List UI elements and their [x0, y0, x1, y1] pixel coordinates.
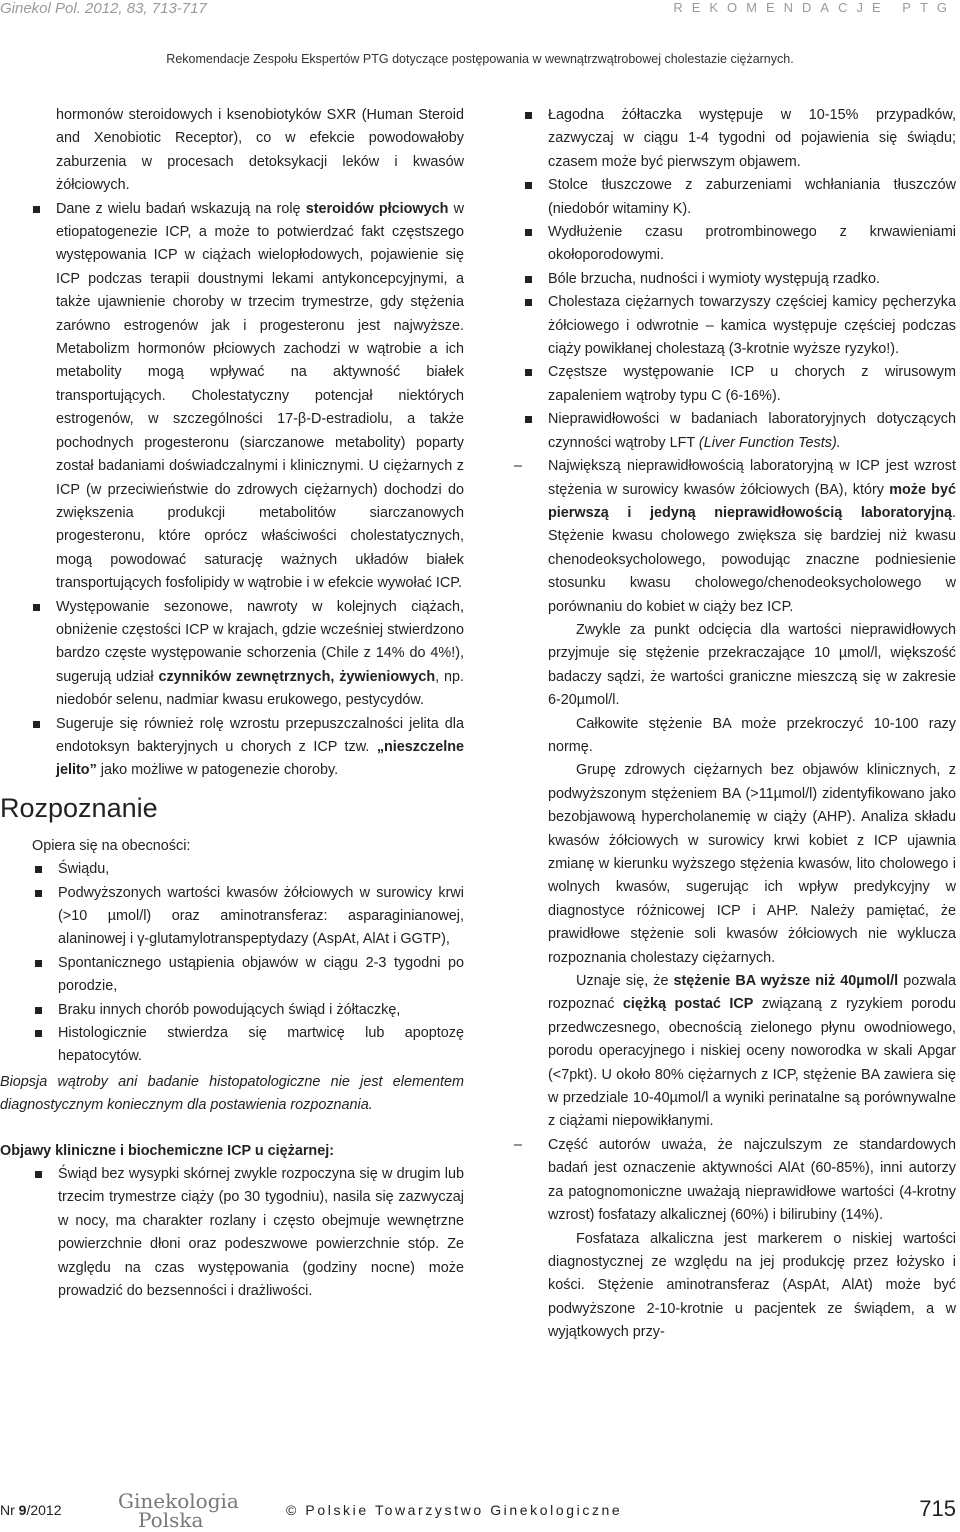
left-column	[0, 104, 464, 1304]
list-item: Histologicznie stwierdza się martwicę lub apoptozę hepatocytów.	[32, 1022, 464, 1069]
issue-number: Nr 9/2012	[0, 1502, 62, 1518]
list-item: Świąd bez wysypki skórnej zwykle rozpoczyna się w drugim lub trzecim trymestrze ciąży (po 30 tygodniu), nasila się zazwyczaj w nocy, ma charakter rozlany i często obejmuje wewnętrzne powierzchnie dłoni oraz podeszwowe powierzchnie stóp. Ze względu na czas występowania (godziny nocne) może prowadzić do bezsenności i drażliwości.	[32, 1163, 464, 1303]
list-item: Stolce tłuszczowe z zaburzeniami wchłaniania tłuszczów (niedobór witaminy K).	[520, 174, 956, 221]
bullet-external-factors: Występowanie sezonowe, nawroty w kolejnych ciążach, obniżenie częstości ICP w krajach, gdzie wcześniej stwierdzono bardzo częste występowanie schorzenia (Chile z 14% do 4%!), sugerują udział czynników zewnętrznych, żywieniowych, np. niedobór selenu, nadmiar kwasu erukowego, pestycydów.	[0, 596, 464, 713]
list-item: Braku innych chorób powodujących świąd i żółtaczkę,	[32, 999, 464, 1022]
bullet-leaky-gut: Sugeruje się również rolę wzrostu przepuszczalności jelita dla endotoksyn bakteryjnych u chorych z ICP tzw. „nieszczelne jelito” jako możliwe w patogenezie choroby.	[0, 713, 464, 783]
list-item: Spontanicznego ustąpienia objawów w ciągu 2-3 tygodni po porodzie,	[32, 952, 464, 999]
bullet-sex-steroids: Dane z wielu badań wskazują na rolę steroidów płciowych w etiopatogenezie ICP, a może to potwierdzać fakt częstszego występowania ICP w ciążach wielopłodowych, pojawienie się ICP podczas terapii doustnymi lekami antykoncepcyjnymi, a także ujawnienie choroby w trzecim trymestrze, gdy stężenia zarówno estrogenów jak i progesteronu jest najwyższe. Metabolizm hormonów płciowych zachodzi w wątrobie a ich metabolity mogą wpływać na aktywność białek transportujących. Cholestatyczny potencjał niektórych estrogenów, w szczególności 17-β-D-estradiolu, a także pochodnych progesteronu (siarczanowe metabolity) poparty został badaniami doświadczalnymi i klinicznymi. U ciężarnych z ICP (w przeciwieństwie do zdrowych ciężarnych) dochodzi do zwiększenia produkcji metabolitów siarczanowych progesteronu, które oprócz właściwości cholestatycznych, mogą powodować saturację ważnych układów białek transportujących fosfolipidy w wątrobie i w efekcie wywołać ICP.	[0, 198, 464, 596]
list-item: Bóle brzucha, nudności i wymioty występują rzadko.	[520, 268, 956, 291]
paragraph: Fosfataza alkaliczna jest markerem o niskiej wartości diagnostycznej ze względu na jej produkcję przez łożysko i kości. Stężenie aminotransferaz (AspAt, AlAt) może być podwyższone 2-10-krotnie u pacjentek ze świądem, a w wyjątkowych przy-	[548, 1230, 956, 1341]
journal-citation: Ginekol Pol. 2012, 83, 713-717	[0, 0, 207, 17]
list-item: Częstsze występowanie ICP u chorych z wirusowym zapaleniem wątroby typu C (6-16%).	[520, 361, 956, 408]
list-item: Nieprawidłowości w badaniach laboratoryjnych dotyczących czynności wątroby LFT (Liver Function Tests).	[520, 408, 956, 455]
paragraph: Grupę zdrowych ciężarnych bez objawów klinicznych, z podwyższonym stężeniem BA (>11µmol/l) zidentyfikowano jako bezobjawową hypercholanemię w ciąży (AHP). Analiza składu kwasów żółciowych w surowicy krwi kobiet z ICP ujawnia zmianę w kierunku wyższego stężenia kwasów, lito cholowego i wolnych kwasów, sugerując ich wpływ predykcyjny w diagnostyce różnicowej ICP i AHP. Należy pamiętać, że prawidłowe stężenie soli kwasów żółciowych nie wyklucza rozpoznania cholestazy ciężarnych.	[548, 762, 956, 966]
paragraph: Zwykle za punkt odcięcia dla wartości nieprawidłowych przyjmuje się stężenie przekraczające 10 µmol/l, większość badaczy sądzi, że wartości graniczne mieszczą się w zakresie 6-20µmol/l.	[548, 621, 956, 709]
continued-paragraph: hormonów steroidowych i ksenobiotyków SXR (Human Steroid and Xenobiotic Receptor), co w efekcie powodowałoby zaburzenia w procesach detoksykacji leków i kwasów żółciowych.	[56, 107, 464, 194]
list-item: Wydłużenie czasu protrombinowego z krwawieniami okołoporodowymi.	[520, 221, 956, 268]
dash-item-alat: – Część autorów uważa, że najczulszym ze standardowych badań jest oznaczenie aktywności AlAt (60-85%), inni autorzy za patognomoniczne uważają nieprawidłowe wartości (4-krotny wzrost) fosfatazy alkalicznej (60%) i bilirubiny (14%).	[492, 1134, 956, 1228]
page-number: 715	[919, 1496, 956, 1521]
footer	[0, 1489, 960, 1532]
list-item: Podwyższonych wartości kwasów żółciowych w surowicy krwi (>10 µmol/l) oraz aminotransferaz: asparaginianowej, alaninowej i γ-glutamylotranspeptydazy (AspAt, AlAt i GGTP),	[32, 882, 464, 952]
section-heading: Rozpoznanie	[0, 792, 158, 823]
symptoms-list	[0, 1163, 464, 1303]
list-item: Cholestaza ciężarnych towarzyszy częściej kamicy pęcherzyka żółciowego i odwrotnie – kamica występuje częściej podczas ciąży powikłanej cholestazą (3-krotnie wyższe ryzyko!).	[520, 291, 956, 361]
biopsy-note: Biopsja wątroby ani badanie histopatologiczne nie jest elementem diagnostycznym koniecznym dla postawienia rozpoznania.	[0, 1073, 464, 1114]
right-column	[520, 104, 956, 1345]
dash-item-bile-acids: – Największą nieprawidłowością laboratoryjną w ICP jest wzrost stężenia w surowicy kwasów żółciowych (BA), który może być pierwszą i jedyną nieprawidłowością laboratoryjną. Stężenie kwasu cholowego zwiększa się bardziej niż kwasu chenodeoksycholowego, powodując znaczne podniesienie stosunku kwasu cholowego/chenodeoksycholowego w porównaniu do kobiet w ciąży bez ICP.	[492, 455, 956, 619]
diagnosis-list	[0, 858, 464, 1069]
copyright: © Polskie Towarzystwo Ginekologiczne	[286, 1502, 623, 1518]
paragraph: Uznaje się, że stężenie BA wyższe niż 40µmol/l pozwala rozpoznać ciężką postać ICP związaną z ryzykiem porodu przedwczesnego, obecnością zielonego płynu owodniowego, porodu operacyjnego i niskiej oceny noworodka w skali Apgar (<7pkt). U około 80% ciężarnych z ICP, stężenie BA zawiera się w przedziale 10-40µmol/l a wyniki perinatalne są porównywalne z ciążami niepowikłanymi.	[548, 973, 956, 1130]
list-item: Łagodna żółtaczka występuje w 10-15% przypadków, zazwyczaj w ciągu 1-4 tygodni od pojawienia się świądu; czasem może być pierwszym objawem.	[520, 104, 956, 174]
subheading: Objawy kliniczne i biochemiczne ICP u ciężarnej:	[0, 1142, 335, 1159]
list-item: Świądu,	[32, 858, 464, 881]
diagnosis-intro: Opiera się na obecności:	[32, 837, 191, 854]
paragraph: Całkowite stężenie BA może przekroczyć 10-100 razy normę.	[548, 715, 956, 755]
journal-logo: Ginekologia Polska	[118, 1489, 239, 1532]
running-title: Rekomendacje Zespołu Ekspertów PTG dotyczące postępowania w wewnątrzwątrobowej cholestazie ciężarnych.	[166, 52, 794, 66]
section-label: REKOMENDACJE PTG	[673, 0, 956, 15]
